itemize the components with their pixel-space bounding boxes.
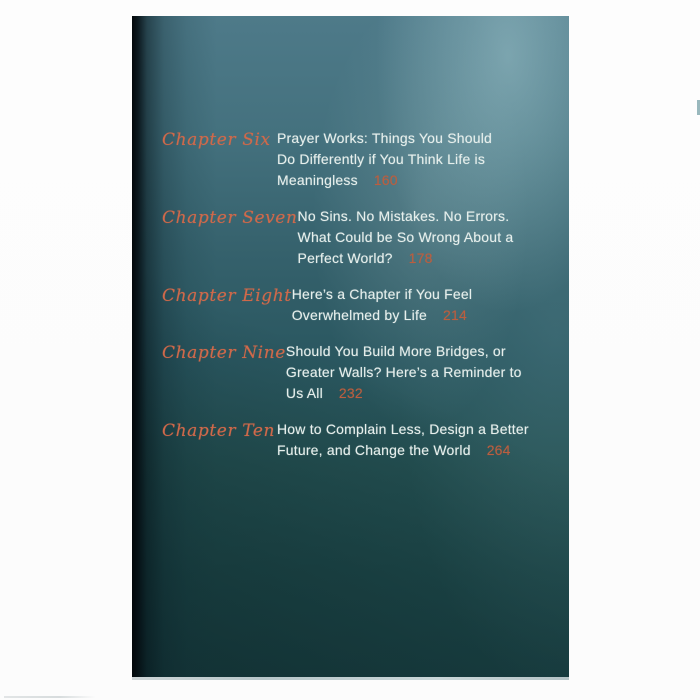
toc-entry [132, 284, 569, 326]
toc-entry [132, 128, 569, 191]
page-bottom-edge [132, 677, 569, 680]
chapter-description [286, 341, 569, 404]
description-line: Greater Walls? Here’s a Reminder to [285, 364, 522, 380]
table-of-contents [132, 16, 569, 476]
description-line-text: Perfect World? [297, 250, 393, 266]
toc-entry [132, 419, 569, 461]
chapter-description [277, 128, 569, 191]
description-line: Should You Build More Bridges, or [285, 343, 506, 359]
chapter-label: Chapter Eight [162, 286, 292, 306]
chapter-description [292, 284, 569, 326]
chapter-label: Chapter Ten [162, 421, 276, 441]
page-number: 178 [408, 250, 433, 266]
description-line: No Sins. No Mistakes. No Errors. [297, 208, 510, 224]
chapter-label: Chapter Six [162, 130, 271, 150]
description-line [277, 440, 569, 461]
book-page [132, 16, 569, 677]
description-line: How to Complain Less, Design a Better [277, 421, 529, 437]
page-number: 214 [443, 307, 467, 323]
description-line: What Could be So Wrong About a [297, 229, 514, 245]
page-number: 160 [373, 172, 398, 188]
chapter-label: Chapter Nine [162, 343, 286, 363]
page-number: 264 [486, 442, 511, 458]
chapter-description [277, 419, 569, 461]
description-line-text: Meaningless [277, 172, 358, 188]
photo-artifact-bottom-left [4, 696, 96, 698]
description-line [292, 305, 569, 326]
chapter-description [298, 206, 569, 269]
toc-entry [132, 341, 569, 404]
chapter-label: Chapter Seven [162, 208, 298, 228]
description-line: Do Differently if You Think Life is [277, 151, 486, 167]
description-line [286, 383, 569, 404]
description-line: Prayer Works: Things You Should [277, 130, 493, 146]
description-line [277, 170, 569, 191]
toc-entry [132, 206, 569, 269]
description-line-text: Overwhelmed by Life [291, 307, 428, 323]
description-line-text: Us All [285, 385, 323, 401]
page-number: 232 [338, 385, 363, 401]
description-line [298, 248, 569, 269]
description-line: Here’s a Chapter if You Feel [291, 286, 473, 302]
description-line-text: Future, and Change the World [277, 442, 471, 458]
